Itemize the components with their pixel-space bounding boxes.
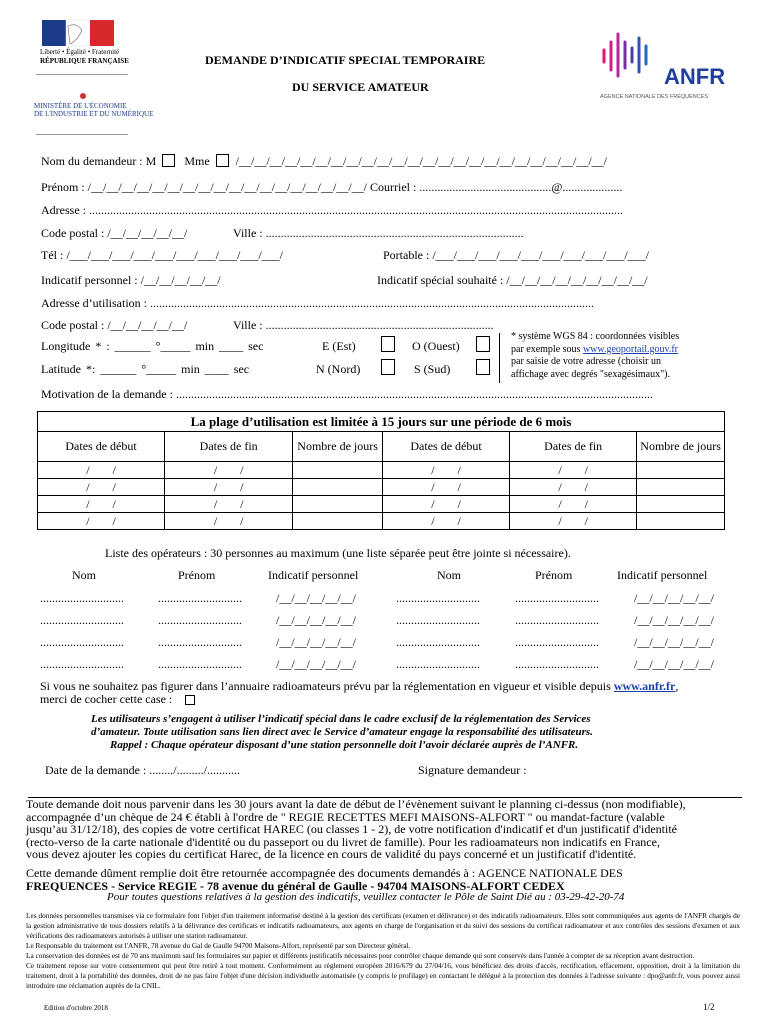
code-postal2-field[interactable]: Code postal : /__/__/__/__/__/ (41, 318, 188, 332)
sud-label: S (Sud) (414, 362, 451, 376)
op-nom-input[interactable]: ............................ (40, 635, 124, 649)
annuaire-text: Si vous ne souhaitez pas figurer dans l’annuaire radioamateurs prévu par la réglementation en vigueur et visible depuis www.anfr.fr, (40, 679, 679, 693)
prenom-courriel-field[interactable]: Prénom : /__/__/__/__/__/__/__/__/__/__/__/__/__/__/__/__/__/__/ Courriel : ............................................@.................... (41, 180, 623, 194)
mme-checkbox[interactable] (216, 154, 229, 167)
signature-field[interactable]: Signature demandeur : (418, 763, 527, 777)
nom-field[interactable]: /__/__/__/__/__/__/__/__/__/__/__/__/__/__/__/__/__/__/__/__/__/__/__/__/ (235, 154, 608, 168)
op-prenom-input[interactable]: ............................ (515, 657, 599, 671)
op-indicatif-input[interactable]: /__/__/__/__/__/ (634, 635, 715, 649)
mme-label: Mme (184, 154, 210, 168)
ministry-logo (34, 92, 154, 122)
col-date-debut-1: Dates de début (38, 432, 165, 462)
op-header-prenom-2: Prénom (535, 568, 573, 582)
rf-name: RÉPUBLIQUE FRANÇAISE (40, 57, 129, 65)
edition: Edition d'octobre 2018 (44, 1004, 108, 1012)
ville-field[interactable]: Ville : ...................................................................................... (233, 226, 524, 240)
col-nb-jours-1: Nombre de jours (293, 432, 383, 462)
nord-checkbox[interactable] (381, 359, 395, 375)
op-nom-input[interactable]: ............................ (396, 591, 480, 605)
op-prenom-input[interactable]: ............................ (158, 591, 242, 605)
op-nom-input[interactable]: ............................ (396, 613, 480, 627)
op-nom-input[interactable]: ............................ (40, 657, 124, 671)
table-row: / / / / / / / / (38, 462, 725, 479)
annuaire-checkbox[interactable] (185, 695, 195, 705)
op-indicatif-input[interactable]: /__/__/__/__/__/ (276, 591, 357, 605)
engagement-line1: Les utilisateurs s’engagent à utiliser l’indicatif spécial dans le cadre exclusif de la réglementation des Services (91, 713, 591, 725)
date-demande-field[interactable]: Date de la demande : ......../........./........... (45, 763, 240, 777)
annuaire-optout: merci de cocher cette case : (40, 692, 195, 707)
op-nom-input[interactable]: ............................ (40, 613, 124, 627)
page-number: 1/2 (703, 1002, 715, 1012)
rf-motto: Liberté • Égalité • Fraternité (40, 48, 120, 56)
op-header-nom-1: Nom (72, 568, 96, 582)
marianne-icon (38, 18, 120, 48)
table-row: / / / / / / / / (38, 479, 725, 496)
longitude-field[interactable]: Longitude * : ______ °_____ min ____ sec (41, 339, 264, 353)
op-prenom-input[interactable]: ............................ (515, 591, 599, 605)
est-label: E (Est) (322, 339, 356, 353)
col-date-debut-2: Dates de début (383, 432, 510, 462)
table-row: / / / / / / / / (38, 496, 725, 513)
op-nom-input[interactable]: ............................ (40, 591, 124, 605)
op-indicatif-input[interactable]: /__/__/__/__/__/ (276, 613, 357, 627)
op-prenom-input[interactable]: ............................ (158, 635, 242, 649)
op-header-indicatif-2: Indicatif personnel (617, 568, 708, 582)
code-postal-field[interactable]: Code postal : /__/__/__/__/__/ (41, 226, 188, 240)
op-indicatif-input[interactable]: /__/__/__/__/__/ (276, 635, 357, 649)
op-indicatif-input[interactable]: /__/__/__/__/__/ (634, 613, 715, 627)
ouest-label: O (Ouest) (412, 339, 460, 353)
motivation-field[interactable]: Motivation de la demande : ............................................................................................................................................................... (41, 387, 653, 401)
indicatif-special-field[interactable]: Indicatif spécial souhaité : /__/__/__/__/__/__/__/__/__/ (377, 273, 648, 287)
wgs84-note: * système WGS 84 : coordonnées visibles par exemple sous www.geoportail.gouv.fr par saisie de votre adresse (choisir un affichage avec degrés "sexagésimaux"). (511, 331, 680, 380)
ministry-emblem-icon (76, 92, 90, 100)
op-prenom-input[interactable]: ............................ (515, 635, 599, 649)
operateurs-title: Liste des opérateurs : 30 personnes au maximum (une liste séparée peut être jointe si nécessaire). (105, 546, 571, 560)
nom-label: Nom du demandeur : M (41, 154, 157, 168)
m-checkbox[interactable] (162, 154, 175, 167)
geoportail-link[interactable]: www.geoportail.gouv.fr (582, 343, 679, 355)
op-indicatif-input[interactable]: /__/__/__/__/__/ (634, 591, 715, 605)
latitude-field[interactable]: Latitude *: ______ °_____ min ____ sec (41, 362, 250, 376)
est-checkbox[interactable] (381, 336, 395, 352)
ville2-field[interactable]: Ville : ............................................................................ (233, 318, 494, 332)
op-prenom-input[interactable]: ............................ (158, 613, 242, 627)
plage-title: La plage d’utilisation est limitée à 15 jours sur une période de 6 mois (38, 412, 725, 432)
contact-line: Pour toutes questions relatives à la gestion des indicatifs, veuillez contacter le Pôle de Saint Dié au : 03-29-42-20-74 (107, 891, 625, 903)
return-address: Cette demande dûment remplie doit être retournée accompagnée des documents demandés à : AGENCE NATIONALE DES FREQUENCES - Service REGIE - 78 avenue du général de Gaulle - 94704 MAISONS-ALFORT CEDEX (26, 866, 623, 893)
op-header-prenom-1: Prénom (178, 568, 216, 582)
nord-label: N (Nord) (316, 362, 361, 376)
nom-row (41, 154, 607, 169)
rgpd-notice: Les données personnelles transmises via ce formulaire font l'objet d'un traitement informatisé destiné à la gestion des certificats (examen et délivrance) et des indicatifs radioamateurs. Elles sont communiquées aux agents de l'ANFR chargés de la gestion administrative de tous dossiers relatifs à la délivrance des certificats et indicatifs radioamateurs, aux agents en charge de l'organisation et du suivi des sessions du certificat radioamateur et aux contrôles des sessions d'examen et aux vérifications des radioamateurs autorisés à utiliser une station radioamateur. Le Responsable du traitement est l'ANFR, 78 avenue du Gal de Gaulle 94700 Maisons-Alfort, représenté par son Directeur général. La conservation des données est de 70 ans maximum sauf les formulaires sur papier et différents justificatifs nécessaires pour contrôler chaque demande qui sont conservés dans l'année à compter de sa réception avant destruction. Ce traitement repose sur votre consentement qui peut être retiré à tout moment. Conformément au règlement européen 2016/679 du 27/04/16, vous bénéficiez des droits d'accès, rectification, effacement, opposition, droit à la limitation du traitement, droit à la portabilité des données, droit de ne pas faire l'objet d'une décision individuelle automatisée (y compris le profilage) en contactant le délégué à la protection des données à l'adresse suivante : dpo@anfr.fr, vous pouvez aussi introduire une réclamation auprès de la CNIL. (26, 911, 740, 990)
adresse-utilisation-field[interactable]: Adresse d’utilisation : .................................................................................................................................................... (41, 296, 594, 310)
op-header-indicatif-1: Indicatif personnel (268, 568, 359, 582)
op-nom-input[interactable]: ............................ (396, 635, 480, 649)
op-prenom-input[interactable]: ............................ (515, 613, 599, 627)
op-indicatif-input[interactable]: /__/__/__/__/__/ (276, 657, 357, 671)
col-date-fin-1: Dates de fin (165, 432, 293, 462)
op-nom-input[interactable]: ............................ (396, 657, 480, 671)
indicatif-personnel-field[interactable]: Indicatif personnel : /__/__/__/__/__/ (41, 273, 221, 287)
anfr-subtitle: AGENCE NATIONALE DES FRÉQUENCES (600, 94, 709, 100)
title-line1: DEMANDE D’INDICATIF SPECIAL TEMPORAIRE (205, 53, 486, 67)
table-row: / / / / / / / / (38, 513, 725, 530)
engagement-line3: Rappel : Chaque opérateur disposant d’une station personnelle doit l’avoir déclarée auprès de l’ANFR. (110, 739, 579, 751)
ouest-checkbox[interactable] (476, 336, 490, 352)
op-prenom-input[interactable]: ............................ (158, 657, 242, 671)
instructions-paragraph: Toute demande doit nous parvenir dans les 30 jours avant la date de début de l’évènement suivant le planning ci-dessus (non modifiable), accompagnée d’un chèque de 24 € établi à l'ordre de " REGIE RECETTES MEFI MAISONS-ALFORT " ou mandat-facture (valable jusqu’au 31/12/18), des copies de votre certificat HAREC (ou classes 1 - 2), de votre notification d'indicatif et d'un justificatif d'identité (recto-verso de la carte nationale d'identité ou du passeport ou du livret de famille). Pour les radioamateurs non indicatifs en France, vous devez ajouter les copies du certificat Harec, de la licence en cours de validité du pays concerné et un justificatif d'identité. (26, 797, 686, 861)
ministry-line1: MINISTÈRE DE L'ÉCONOMIE (34, 102, 127, 110)
op-indicatif-input[interactable]: /__/__/__/__/__/ (634, 657, 715, 671)
anfr-link[interactable]: www.anfr.fr (613, 679, 676, 693)
portable-field[interactable]: Portable : /___/___/___/___/___/___/___/___/___/___/ (383, 248, 649, 262)
anfr-wordmark: ANFR (664, 64, 726, 89)
col-date-fin-2: Dates de fin (510, 432, 637, 462)
plage-table (37, 411, 725, 530)
republique-francaise-logo (38, 18, 129, 68)
op-header-nom-2: Nom (437, 568, 461, 582)
ministry-line2: DE L'INDUSTRIE ET DU NUMÉRIQUE (34, 110, 154, 118)
col-nb-jours-2: Nombre de jours (637, 432, 725, 462)
anfr-logo (596, 28, 736, 108)
adresse-field[interactable]: Adresse : .................................................................................................................................................................................. (41, 203, 623, 217)
title-line2: DU SERVICE AMATEUR (292, 80, 429, 94)
tel-field[interactable]: Tél : /___/___/___/___/___/___/___/___/___/___/ (41, 248, 283, 262)
sud-checkbox[interactable] (476, 359, 490, 375)
engagement-line2: d’amateur. Toute utilisation sans lien direct avec le Service d’amateur engage la responsabilité des utilisateurs. (91, 726, 593, 738)
